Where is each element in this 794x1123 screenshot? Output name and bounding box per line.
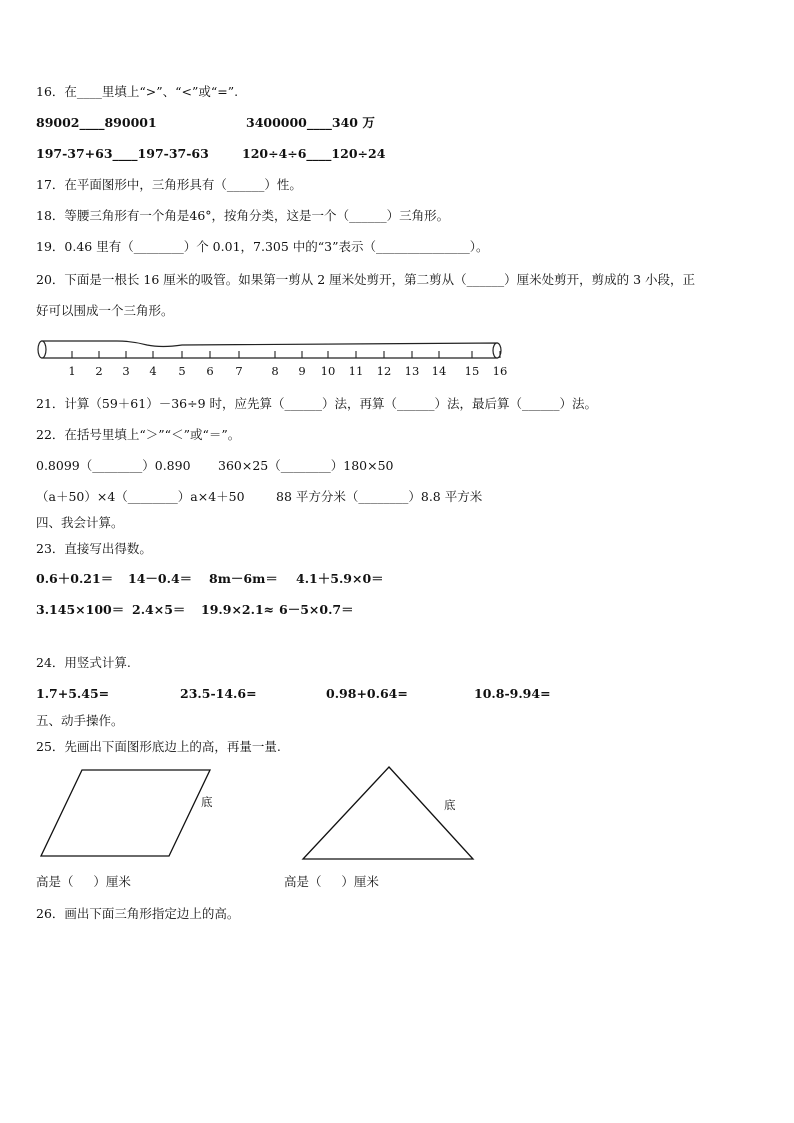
q24-item-2: 23.5-14.6=	[180, 686, 257, 701]
q23-r1-3: 8m－6m＝	[209, 571, 278, 586]
q20-line1: 20．下面是一根长 16 厘米的吸管。如果第一剪从 2 厘米处剪开，第二剪从（______）厘米处剪开，剪成的 3 小段，正	[36, 272, 696, 287]
ruler-label: 10	[320, 364, 336, 378]
q18-text: 18．等腰三角形有一个角是46°，按角分类，这是一个（______）三角形。	[36, 208, 450, 223]
straw-left-end	[38, 341, 46, 358]
q24-item-4: 10.8-9.94=	[474, 686, 551, 701]
ruler-label: 14	[431, 364, 447, 378]
q24-item-3: 0.98+0.64=	[326, 686, 408, 701]
q22-r1c1: 0.8099（________）0.890	[36, 458, 191, 473]
q22-r1c2: 360×25（________）180×50	[218, 458, 394, 473]
q21-text: 21．计算（59＋61）－36÷9 时，应先算（______）法，再算（______）法，最后算（______）法。	[36, 396, 598, 411]
q16-r1c1: 89002____890001	[36, 115, 157, 130]
section5-heading: 五、动手操作。	[36, 713, 124, 728]
q23-r2-4: 6－5×0.7＝	[279, 602, 354, 617]
ruler-label: 8	[271, 364, 279, 378]
q25-answer-1: 高是（ ）厘米	[36, 874, 131, 889]
q23-r1-2: 14－0.4＝	[128, 571, 193, 586]
q19-text: 19．0.46 里有（________）个 0.01，7.305 中的“3”表示（_______________）。	[36, 239, 489, 254]
q16-r2c2: 120÷4÷6____120÷24	[242, 146, 386, 161]
ruler-label: 7	[235, 364, 243, 378]
q25-shapes	[36, 762, 496, 867]
q23-r2-3: 19.9×2.1≈	[201, 602, 275, 617]
q22-r2c2: 88 平方分米（________）8.8 平方米	[276, 489, 483, 504]
ruler-label: 15	[464, 364, 480, 378]
ruler-labels	[68, 364, 507, 378]
q25-answer-2: 高是（ ）厘米	[284, 874, 379, 889]
q26-text: 26．画出下面三角形指定边上的高。	[36, 906, 240, 921]
ruler-label: 16	[492, 364, 508, 378]
parallelogram-shape	[41, 770, 210, 856]
ruler-label: 1	[68, 364, 76, 378]
ruler-label: 13	[404, 364, 420, 378]
q23-r1-1: 0.6＋0.21＝	[36, 571, 114, 586]
q24-item-1: 1.7+5.45=	[36, 686, 110, 701]
straw-body	[42, 341, 497, 358]
ruler-label: 5	[178, 364, 186, 378]
q16-r2c1: 197-37+63____197-37-63	[36, 146, 209, 161]
q16-r1c2: 3400000____340 万	[246, 115, 375, 130]
triangle-base-label: 底	[444, 798, 456, 812]
ruler-label: 11	[348, 364, 364, 378]
section4-heading: 四、我会计算。	[36, 515, 124, 530]
straw-ruler-diagram	[32, 333, 512, 383]
ruler-label: 9	[298, 364, 306, 378]
ruler-label: 3	[122, 364, 130, 378]
q23-r1-4: 4.1＋5.9×0＝	[296, 571, 384, 586]
q22-r2c1: （a＋50）×4（________）a×4＋50	[36, 489, 245, 504]
ruler-label: 4	[149, 364, 157, 378]
q17-text: 17．在平面图形中，三角形具有（______）性。	[36, 177, 302, 192]
q20-line2: 好可以围成一个三角形。	[36, 303, 174, 318]
q16-title: 16．在____里填上“>”、“<”或“=”.	[36, 84, 239, 99]
q24-title: 24．用竖式计算.	[36, 655, 131, 670]
q25-title: 25．先画出下面图形底边上的高，再量一量.	[36, 739, 281, 754]
q23-title: 23．直接写出得数。	[36, 541, 152, 556]
parallelogram-base-label: 底	[201, 795, 213, 809]
triangle-shape	[303, 767, 473, 859]
ruler-label: 2	[95, 364, 103, 378]
ruler-label: 6	[206, 364, 214, 378]
q23-r2-2: 2.4×5＝	[132, 602, 186, 617]
ruler-label: 12	[376, 364, 392, 378]
q23-r2-1: 3.145×100＝	[36, 602, 125, 617]
q22-title: 22．在括号里填上“＞”“＜”或“＝”。	[36, 427, 241, 442]
